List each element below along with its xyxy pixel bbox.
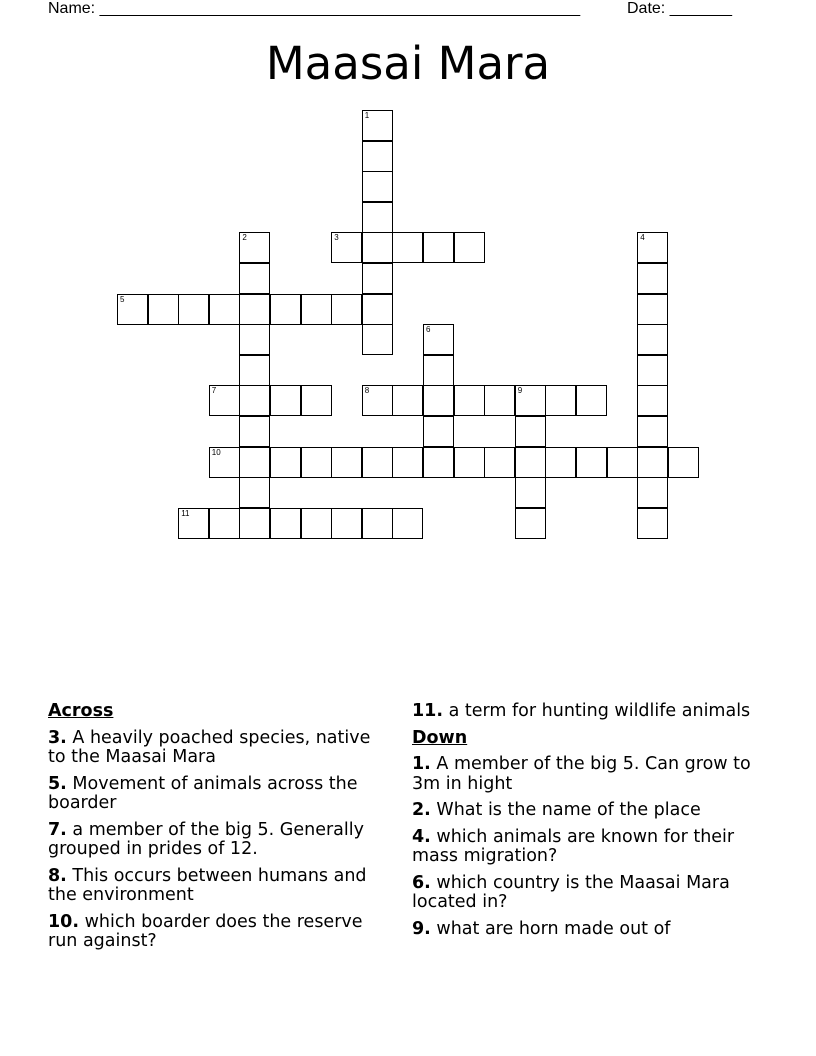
crossword-cell[interactable] [668, 447, 699, 478]
crossword-cell[interactable] [423, 232, 454, 263]
clue-number-label: 4 [640, 233, 645, 243]
clue-number-label: 5 [120, 294, 125, 304]
clue-section-heading: Down [412, 727, 468, 748]
clue-number-label: 11 [181, 508, 190, 518]
crossword-cell[interactable] [423, 355, 454, 386]
clue-number: 8. [48, 865, 67, 886]
clue-number-label: 2 [242, 233, 247, 243]
crossword-cell[interactable] [637, 355, 668, 386]
crossword-cell[interactable] [545, 385, 576, 416]
crossword-cell[interactable] [637, 385, 668, 416]
crossword-cell[interactable] [209, 508, 240, 539]
crossword-cell[interactable] [301, 447, 332, 478]
crossword-cell[interactable] [362, 232, 393, 263]
crossword-cell[interactable] [637, 294, 668, 325]
clue-text: A member of the big 5. Can grow to 3m in hight [412, 754, 751, 794]
crossword-cell[interactable] [423, 324, 454, 355]
crossword-cell[interactable] [239, 385, 270, 416]
crossword-cell[interactable] [239, 416, 270, 447]
crossword-cell[interactable] [454, 385, 485, 416]
crossword-cell[interactable] [362, 385, 393, 416]
crossword-cell[interactable] [239, 447, 270, 478]
crossword-cell[interactable] [301, 294, 332, 325]
clue-item [48, 775, 393, 814]
clue-number: 10. [48, 911, 80, 932]
crossword-cell[interactable] [637, 477, 668, 508]
clue-item [412, 828, 757, 867]
crossword-cell[interactable] [607, 447, 638, 478]
clue-number: 11. [412, 701, 444, 721]
crossword-cell[interactable] [301, 508, 332, 539]
crossword-cell[interactable] [362, 324, 393, 355]
clue-text: a term for hunting wildlife animals [448, 701, 751, 721]
crossword-cell[interactable] [239, 294, 270, 325]
crossword-cell[interactable] [117, 294, 148, 325]
clue-text: A heavily poached species, native to the Maasai Mara [48, 727, 371, 767]
clue-text: a member of the big 5. Generally grouped in prides of 12. [48, 819, 364, 859]
crossword-cell[interactable] [392, 447, 423, 478]
clue-item [412, 801, 757, 821]
crossword-cell[interactable] [515, 447, 546, 478]
crossword-cell[interactable] [362, 447, 393, 478]
date-line: Date: _______ [627, 0, 732, 17]
puzzle-title: Maasai Mara [265, 37, 551, 90]
crossword-cell[interactable] [239, 508, 270, 539]
clue-text: what are horn made out of [436, 918, 671, 939]
clue-number-label: 10 [211, 447, 221, 457]
crossword-cell[interactable] [515, 508, 546, 539]
crossword-cell[interactable] [209, 447, 240, 478]
crossword-cell[interactable] [576, 447, 607, 478]
crossword-cell[interactable] [545, 447, 576, 478]
clue-text: What is the name of the place [436, 800, 701, 820]
clue-number-label: 9 [517, 386, 523, 396]
clue-section-heading: Across [48, 701, 114, 721]
clue-number-label: 8 [364, 386, 370, 396]
crossword-cell[interactable] [484, 385, 515, 416]
crossword-cell[interactable] [362, 171, 393, 202]
clue-text: This occurs between humans and the environment [48, 865, 367, 905]
crossword-cell[interactable] [362, 110, 393, 141]
crossword-cell[interactable] [637, 416, 668, 447]
crossword-cell[interactable] [637, 232, 668, 263]
crossword-cell[interactable] [270, 508, 301, 539]
clue-text: which country is the Maasai Mara located in? [412, 872, 730, 912]
crossword-cell[interactable] [392, 385, 423, 416]
clue-number-label: 1 [364, 111, 370, 120]
crossword-cell[interactable] [362, 202, 393, 233]
crossword-cell[interactable] [637, 508, 668, 539]
crossword-cell[interactable] [454, 232, 485, 263]
clue-number-label: 6 [426, 325, 431, 335]
clue-item [48, 867, 393, 906]
clue-number: 9. [412, 918, 431, 939]
crossword-cell[interactable] [270, 385, 301, 416]
crossword-cell[interactable] [423, 385, 454, 416]
crossword-cell[interactable] [515, 416, 546, 447]
crossword-cell[interactable] [239, 232, 270, 263]
crossword-cell[interactable] [423, 416, 454, 447]
crossword-cell[interactable] [362, 141, 393, 172]
clue-item [412, 755, 757, 794]
clue-number: 7. [48, 819, 67, 840]
clues-column-left [48, 702, 393, 959]
clue-number-label: 7 [211, 386, 217, 396]
clue-number: 3. [48, 727, 67, 748]
crossword-cell[interactable] [362, 508, 393, 539]
clue-number: 1. [412, 754, 431, 774]
clue-text: which boarder does the reserve run against? [48, 911, 363, 951]
crossword-cell[interactable] [484, 447, 515, 478]
crossword-cell[interactable] [331, 508, 362, 539]
crossword-cell[interactable] [209, 385, 240, 416]
crossword-cell[interactable] [270, 447, 301, 478]
crossword-cell[interactable] [362, 294, 393, 325]
clue-number: 2. [412, 800, 431, 820]
crossword-cell[interactable] [209, 294, 240, 325]
clue-item [412, 874, 757, 913]
crossword-cell[interactable] [423, 447, 454, 478]
clue-text: which animals are known for their mass migration? [412, 826, 735, 866]
crossword-cell[interactable] [331, 447, 362, 478]
crossword-cell[interactable] [301, 385, 332, 416]
crossword-cell[interactable] [637, 324, 668, 355]
name-line: Name: ______________________________________________________ [48, 0, 581, 17]
clue-item [48, 729, 393, 768]
crossword-cell[interactable] [392, 232, 423, 263]
crossword-cell[interactable] [239, 263, 270, 294]
clue-item [412, 920, 757, 940]
clue-number-label: 3 [334, 233, 339, 243]
clue-number: 6. [412, 872, 431, 893]
crossword-cell[interactable] [637, 447, 668, 478]
clue-text: Movement of animals across the boarder [48, 773, 358, 813]
clue-item [412, 702, 757, 722]
crossword-cell[interactable] [239, 324, 270, 355]
crossword-cell[interactable] [239, 355, 270, 386]
clue-item [48, 913, 393, 952]
crossword-cell[interactable] [637, 263, 668, 294]
crossword-cell[interactable] [515, 477, 546, 508]
crossword-cell[interactable] [392, 508, 423, 539]
clues-column-right [412, 702, 757, 946]
crossword-cell[interactable] [362, 263, 393, 294]
crossword-cell[interactable] [515, 385, 546, 416]
crossword-cell[interactable] [178, 508, 209, 539]
clue-item [48, 821, 393, 860]
clue-number: 5. [48, 773, 67, 794]
crossword-cell[interactable] [331, 232, 362, 263]
crossword-cell[interactable] [576, 385, 607, 416]
clue-number: 4. [412, 826, 431, 847]
crossword-cell[interactable] [148, 294, 179, 325]
crossword-cell[interactable] [178, 294, 209, 325]
crossword-cell[interactable] [270, 294, 301, 325]
crossword-cell[interactable] [454, 447, 485, 478]
crossword-cell[interactable] [331, 294, 362, 325]
crossword-cell[interactable] [239, 477, 270, 508]
